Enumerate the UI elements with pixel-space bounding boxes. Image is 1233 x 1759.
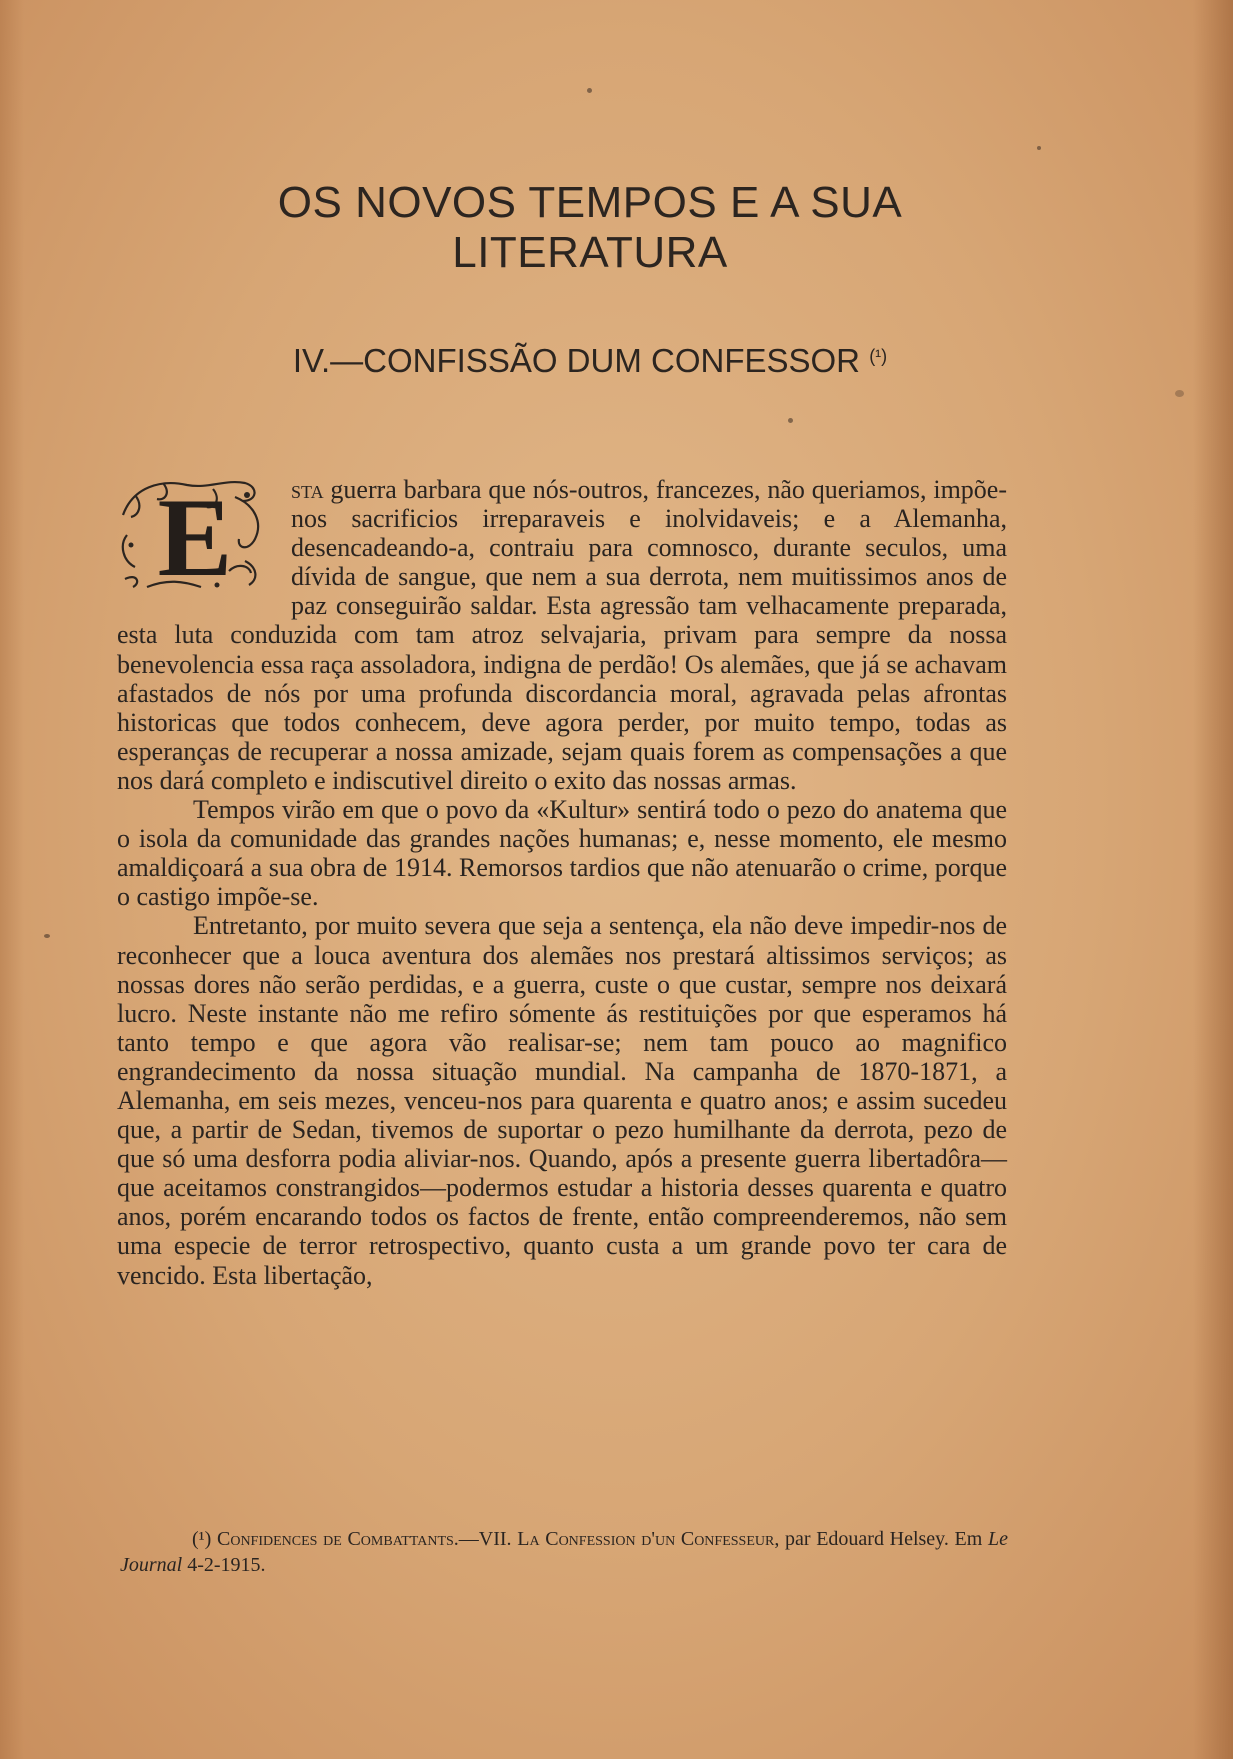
paragraph-1-text: guerra barbara que nós-outros, francezes, não queriamos, impõe-nos sacrificios irreparaveis e inolvidaveis; e a Alemanha, desencadeando-a, contraiu para comnosco, durante seculos, uma dívida de sangue, que nem a sua derrota, nem muitissimos anos de paz conseguirão saldar. Esta agressão tam velhacamente preparada, esta luta conduzida com tam atroz selvajaria, privam para sempre da nossa benevolencia essa raça assoladora, indigna de perdão! Os alemães, que já se achavam afastados de nós por uma profunda discordancia moral, agravada pelas afrontas historicas que todos conhecem, deve agora perder, por muito tempo, todas as esperanças de recuperar a nossa amizade, sejam quais forem as compensações a que nos dará completo e indiscutivel direito o exito das nossas armas. — [117, 475, 1007, 795]
footnote-date: 4-2-1915. — [182, 1554, 266, 1576]
footnote — [120, 1526, 1008, 1578]
footnote-mark: (¹) — [192, 1528, 212, 1550]
footnote-source-title: Confidences de Combattants.—VII. La Confession d'un Confesseur, — [217, 1528, 780, 1550]
paragraph-3-text: Entretanto, por muito severa que seja a sentença, ela não deve impedir-nos de reconhecer que a louca aventura dos alemães nos prestará altissimos serviços; as nossas dores não serão perdidas, e a guerra, custe o que custar, sempre nos deixará lucro. Neste instante não me refiro sómente ás restituições por que esperamos há tanto tempo e que agora vão realisar-se; nem tam pouco ao magnifico engrandecimento da nossa situação mundial. Na campanha de 1870-1871, a Alemanha, em seis mezes, venceu-nos para quarenta e quatro anos; e assim sucedeu que, a partir de Sedan, tivemos de suportar o pezo humilhante da derrota, pezo de que só uma desforra podia aliviar-nos. Quando, após a presente guerra libertadôra—que aceitamos constrangidos—podermos estudar a historia desses quarenta e quatro anos, porém encarando todos os factos de frente, então compreenderemos, não sem uma especie de terror retrospectivo, quanto custa a um grande povo ter cara de vencido. Esta libertação, — [117, 911, 1007, 1290]
paragraph-2-text: Tempos virão em que o povo da «Kultur» sentirá todo o pezo do anatema que o isola da comunidade das grandes nações humanas; e, nesse momento, ele mesmo amaldiçoará a sua obra de 1914. Remorsos tardios que não atenuarão o crime, porque o castigo impõe-se. — [117, 795, 1007, 912]
footnote-author: par Edouard Helsey. Em — [779, 1528, 988, 1550]
paper-speck — [1175, 390, 1184, 397]
paragraph — [117, 475, 1007, 795]
page-edge-shadow-right — [1193, 0, 1233, 1759]
body-text — [117, 475, 1007, 1290]
paragraph — [117, 795, 1007, 911]
paper-speck — [1037, 146, 1041, 150]
chapter-heading — [150, 336, 1030, 381]
ornamental-drop-cap — [117, 475, 287, 593]
paragraph — [117, 911, 1007, 1289]
title-line-1: OS NOVOS TEMPOS E A SUA — [277, 178, 903, 227]
paper-speck — [788, 418, 793, 423]
page-title — [150, 178, 1030, 278]
drop-cap-continuation: sta — [291, 475, 324, 504]
title-line-2: LITERATURA — [452, 228, 728, 277]
drop-cap-letter: E — [157, 476, 233, 593]
footnote-journal: Le Journal — [120, 1528, 1008, 1576]
footnote-reference-mark: (¹) — [869, 346, 888, 366]
paper-speck — [44, 934, 50, 938]
paper-speck — [587, 88, 592, 93]
page-edge-shadow-left — [0, 0, 24, 1759]
chapter-heading-text: IV.—CONFISSÃO DUM CONFESSOR — [292, 342, 861, 379]
